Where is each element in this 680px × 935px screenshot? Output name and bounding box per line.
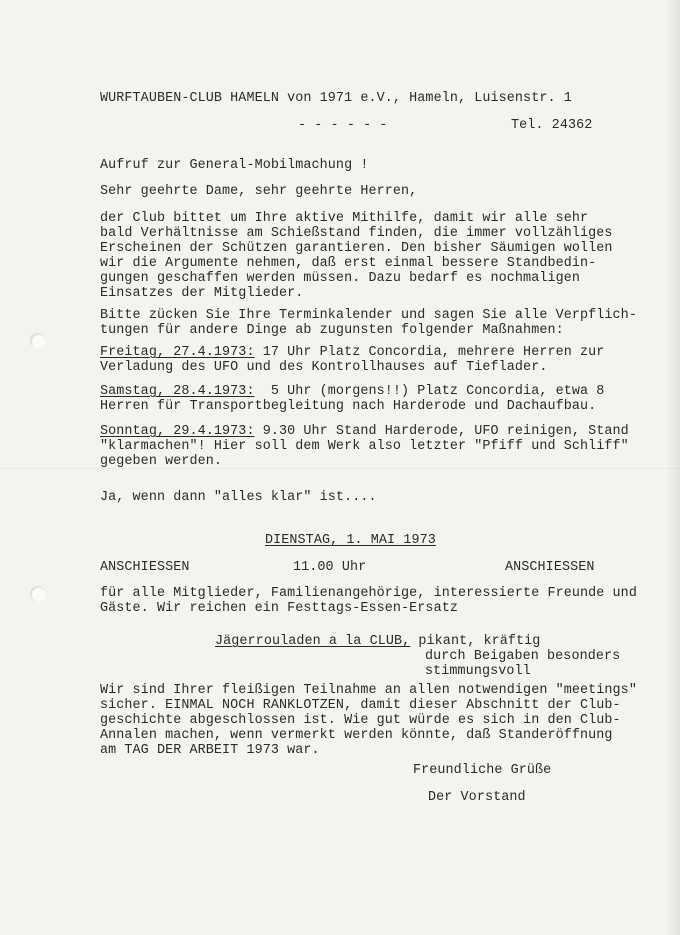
menu-description-line3: stimmungsvoll	[425, 664, 531, 679]
letterhead: WURFTAUBEN-CLUB HAMELN von 1971 e.V., Hameln, Luisenstr. 1	[100, 91, 572, 106]
event-label-right: ANSCHIESSEN	[505, 560, 595, 575]
sign-off: Freundliche Grüße	[413, 763, 552, 778]
event-date: DIENSTAG, 1. MAI 1973	[265, 533, 436, 548]
paragraph-1-line: gungen geschaffen werden müssen. Dazu bedarf es nochmaligen	[100, 271, 581, 286]
schedule-sunday	[100, 424, 629, 439]
schedule-friday-line2: Verladung des UFO und des Kontrollhauses auf Tieflader.	[100, 360, 548, 375]
paragraph-1-line: bald Verhältnisse am Schießstand finden, die immer vollzähliges	[100, 226, 613, 241]
salutation: Sehr geehrte Dame, sehr geehrte Herren,	[100, 184, 418, 199]
paragraph-1-line: der Club bittet um Ihre aktive Mithilfe, damit wir alle sehr	[100, 211, 589, 226]
closing-paragraph-line: Wir sind Ihrer fleißigen Teilnahme an allen notwendigen "meetings"	[100, 683, 637, 698]
menu-dish	[215, 634, 540, 649]
paragraph-2-line: tungen für andere Dinge ab zugunsten folgender Maßnahmen:	[100, 323, 564, 338]
closing-paragraph-line: geschichte abgeschlossen ist. Wie gut würde es sich in den Club-	[100, 713, 621, 728]
schedule-friday-date: Freitag, 27.4.1973:	[100, 345, 255, 360]
menu-dish-name: Jägerrouladen a la CLUB,	[215, 634, 411, 649]
paragraph-1-line: wir die Argumente nehmen, daß erst einmal bessere Standbedin-	[100, 256, 597, 271]
punch-hole	[30, 333, 46, 349]
paragraph-1-line: Einsatzes der Mitglieder.	[100, 286, 304, 301]
schedule-friday	[100, 345, 604, 360]
punch-hole	[30, 586, 46, 602]
schedule-sunday-text: 9.30 Uhr Stand Harderode, UFO reinigen, Stand	[254, 424, 629, 439]
subject-line: Aufruf zur General-Mobilmachung !	[100, 158, 369, 173]
paragraph-1-line: Erscheinen der Schützen garantieren. Den bisher Säumigen wollen	[100, 241, 613, 256]
menu-description-line2: durch Beigaben besonders	[425, 649, 621, 664]
closing-paragraph-line: Annalen machen, wenn vermerkt werden könnte, daß Standeröffnung	[100, 728, 613, 743]
schedule-saturday-text: 5 Uhr (morgens!!) Platz Concordia, etwa 8	[254, 384, 605, 399]
phone-number: Tel. 24362	[511, 118, 593, 133]
schedule-saturday	[100, 384, 604, 399]
closing-paragraph-line: am TAG DER ARBEIT 1973 war.	[100, 743, 320, 758]
schedule-sunday-line3: gegeben werden.	[100, 454, 223, 469]
header-dashes: - - - - - -	[298, 118, 388, 133]
schedule-sunday-date: Sonntag, 29.4.1973:	[100, 424, 255, 439]
closing-paragraph-line: sicher. EINMAL NOCH RANKLOTZEN, damit dieser Abschnitt der Club-	[100, 698, 621, 713]
schedule-sunday-line2: "klarmachen"! Hier soll dem Werk also letzter "Pfiff und Schliff"	[100, 439, 629, 454]
signature: Der Vorstand	[428, 790, 526, 805]
schedule-saturday-line2: Herren für Transportbegleitung nach Harderode und Dachaufbau.	[100, 399, 597, 414]
paragraph-2-line: Bitte zücken Sie Ihre Terminkalender und sagen Sie alle Verpflich-	[100, 308, 637, 323]
event-time: 11.00 Uhr	[293, 560, 367, 575]
event-label-left: ANSCHIESSEN	[100, 560, 190, 575]
schedule-friday-text: 17 Uhr Platz Concordia, mehrere Herren zur	[254, 345, 605, 360]
invitees-line: für alle Mitglieder, Familienangehörige, interessierte Freunde und	[100, 586, 637, 601]
teaser-line: Ja, wenn dann "alles klar" ist....	[100, 490, 377, 505]
menu-description: pikant, kräftig	[410, 634, 541, 649]
invitees-line: Gäste. Wir reichen ein Festtags-Essen-Ersatz	[100, 601, 458, 616]
schedule-saturday-date: Samstag, 28.4.1973:	[100, 384, 255, 399]
